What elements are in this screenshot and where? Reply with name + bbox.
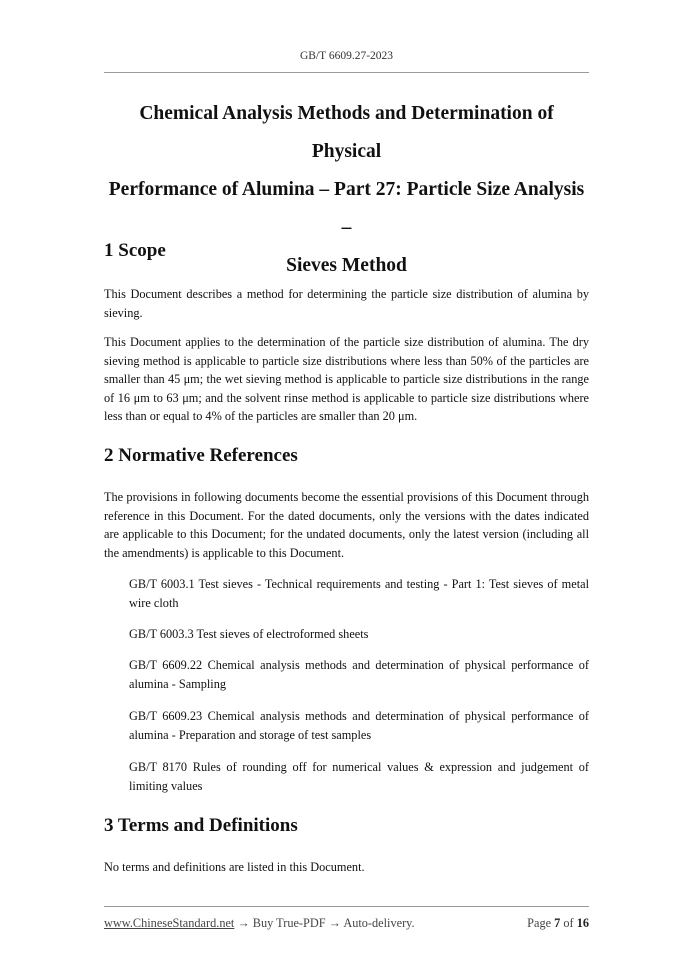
scope-paragraph-2: This Document applies to the determination of the particle size distribution of alumina. The dry sieving method is applicable to particle size distributions where less than 50% of the particles are smaller than 45 μm; the wet sieving method is applicable to particle size distributions in the range of 16 μm to 63 μm; and the solvent rinse method is applicable to particle size distributions where less than or equal to 4% of the particles are smaller than 20 μm. [104, 335, 589, 423]
footer-promo-text: → Buy True-PDF → Auto-delivery. [234, 916, 415, 930]
terms-paragraph: No terms and definitions are listed in this Document. [104, 860, 365, 874]
reference-item: GB/T 6609.22 Chemical analysis methods and determination of physical performance of alumina - Sampling [129, 658, 589, 691]
page-current: 7 [554, 916, 561, 930]
reference-item: GB/T 6003.3 Test sieves of electroformed sheets [129, 627, 369, 641]
page-label: Page [527, 916, 552, 930]
page-of: of [563, 916, 574, 930]
title-line-3: Sieves Method [286, 255, 407, 276]
website-link[interactable]: www.ChineseStandard.net [104, 916, 235, 930]
reference-item: GB/T 6003.1 Test sieves - Technical requirements and testing - Part 1: Test sieves of metal wire cloth [129, 577, 589, 610]
footer-promo [104, 916, 415, 931]
normative-intro-paragraph: The provisions in following documents become the essential provisions of this Document through reference in this Document. For the dated documents, only the versions with the dates indicated are applicable to this Document; for the undated documents, only the latest version (including all the amendments) is applicable to this Document. [104, 490, 589, 560]
page-total: 16 [576, 916, 589, 930]
section-heading-scope: 1 Scope [104, 240, 166, 261]
scope-paragraph-1: This Document describes a method for determining the particle size distribution of alumina by sieving. [104, 287, 589, 320]
document-title [104, 95, 589, 285]
reference-item: GB/T 6609.23 Chemical analysis methods and determination of physical performance of alumina - Preparation and storage of test samples [129, 709, 589, 742]
reference-item: GB/T 8170 Rules of rounding off for numerical values & expression and judgement of limiting values [129, 760, 589, 793]
page-number [527, 916, 589, 931]
title-line-1: Chemical Analysis Methods and Determination of Physical [139, 103, 554, 162]
section-heading-terms: 3 Terms and Definitions [104, 815, 298, 836]
title-line-2: Performance of Alumina – Part 27: Particle Size Analysis – [108, 179, 585, 238]
section-heading-normative-references: 2 Normative References [104, 445, 298, 466]
header-divider [104, 72, 589, 73]
running-header: GB/T 6609.27-2023 [299, 50, 394, 62]
footer-divider [104, 906, 589, 907]
